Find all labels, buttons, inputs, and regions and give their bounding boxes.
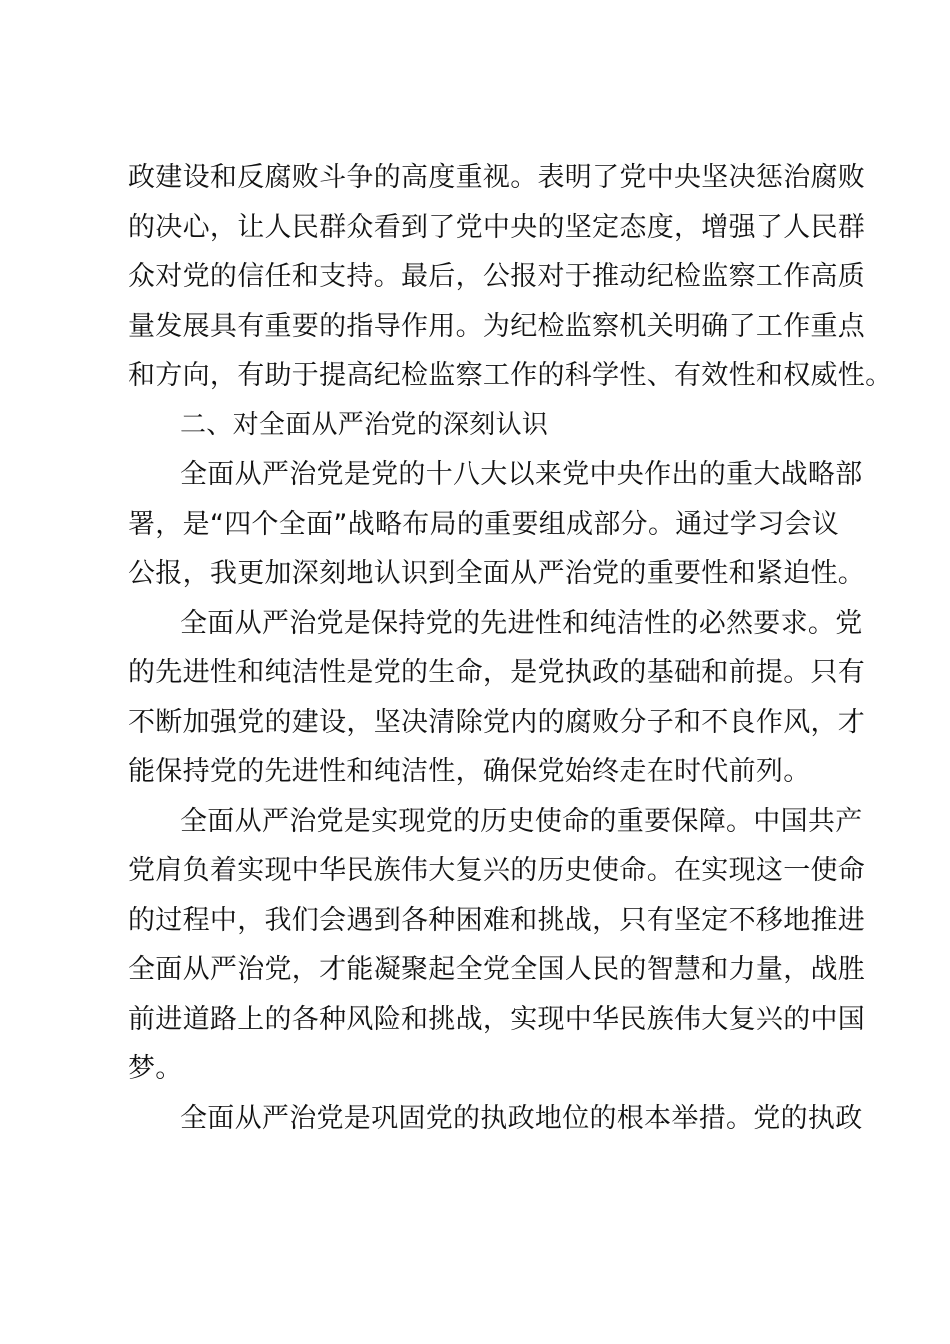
paragraph <box>128 599 866 797</box>
text-line: 公报，我更加深刻地认识到全面从严治党的重要性和紧迫性。 <box>128 558 866 589</box>
text-line: 梦。 <box>128 1053 183 1084</box>
text-line: 不断加强党的建设，坚决清除党内的腐败分子和不良作风，才 <box>128 706 866 738</box>
text-line: 众对党的信任和支持。最后，公报对于推动纪检监察工作高质 <box>128 261 866 292</box>
text-line: 党肩负着实现中华民族伟大复兴的历史使命。在实现这一使命 <box>128 855 866 886</box>
text-line: 署，是“四个全面”战略布局的重要组成部分。通过学习会议 <box>128 508 840 540</box>
text-line: 前进道路上的各种风险和挑战，实现中华民族伟大复兴的中国 <box>128 1003 866 1035</box>
text-line: 全面从严治党是巩固党的执政地位的根本举措。党的执政 <box>180 1102 863 1134</box>
paragraph-continuation <box>128 153 893 401</box>
text-line: 全面从严治党是党的十八大以来党中央作出的重大战略部 <box>180 459 863 490</box>
text-line: 量发展具有重要的指导作用。为纪检监察机关明确了工作重点 <box>128 310 866 342</box>
text-line: 和方向，有助于提高纪检监察工作的科学性、有效性和权威性。 <box>128 360 893 391</box>
text-line: 全面从严治党，才能凝聚起全党全国人民的智慧和力量，战胜 <box>128 954 866 985</box>
text-line: 政建设和反腐败斗争的高度重视。表明了党中央坚决惩治腐败 <box>128 162 866 193</box>
text-line: 的过程中，我们会遇到各种困难和挑战，只有坚定不移地推进 <box>128 904 866 936</box>
section-heading: 二、对全面从严治党的深刻认识 <box>180 409 549 440</box>
paragraph <box>128 1094 863 1144</box>
paragraph <box>128 797 866 1094</box>
text-line: 全面从严治党是保持党的先进性和纯洁性的必然要求。党 <box>180 607 863 639</box>
paragraph <box>128 450 866 599</box>
text-line: 全面从严治党是实现党的历史使命的重要保障。中国共产 <box>180 805 863 837</box>
text-line: 能保持党的先进性和纯洁性，确保党始终走在时代前列。 <box>128 756 811 787</box>
text-line: 的决心，让人民群众看到了党中央的坚定态度，增强了人民群 <box>128 211 866 243</box>
text-line: 的先进性和纯洁性是党的生命，是党执政的基础和前提。只有 <box>128 657 866 688</box>
document-body <box>128 153 893 1143</box>
